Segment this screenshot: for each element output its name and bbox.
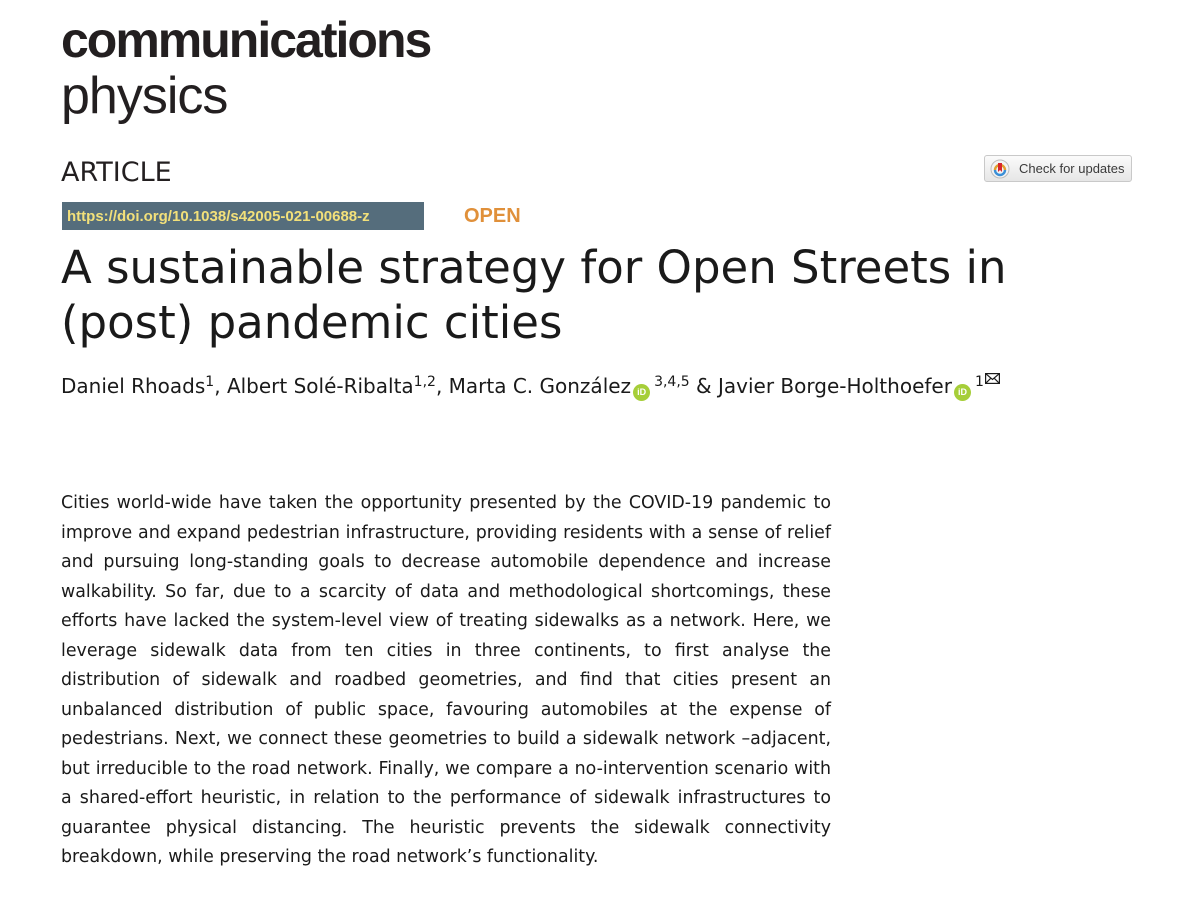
author-list xyxy=(61,373,1000,401)
article-title: A sustainable strategy for Open Streets in (post) pandemic cities xyxy=(61,241,1007,349)
author-separator: & xyxy=(689,374,718,398)
article-type-label: ARTICLE xyxy=(61,157,172,188)
orcid-icon[interactable]: iD xyxy=(633,384,650,401)
author-separator: , xyxy=(214,374,227,398)
abstract-text: Cities world-wide have taken the opportunity presented by the COVID-19 pandemic to improve and expand pedestrian infrastructure, providing residents with a sense of relief and pursuing long-standing goals to decrease automobile dependence and increase walkability. So far, due to a scarcity of data and methodological shortcomings, these efforts have lacked the system-level view of treating sidewalks as a network. Here, we leverage sidewalk data from ten cities in three continents, to first analyse the distribution of sidewalk and roadbed geometries, and find that cities present an unbalanced distribution of public space, favouring automobiles at the expense of pedestrians. Next, we connect these geometries to build a sidewalk network –adjacent, but irreducible to the road network. Finally, we compare a no-intervention scenario with a shared-effort heuristic, in relation to the performance of sidewalk infrastructures to guarantee physical distancing. The heuristic prevents the sidewalk connectivity breakdown, while preserving the road network’s functionality. xyxy=(61,493,831,867)
author-separator: , xyxy=(435,374,449,398)
doi-link[interactable]: https://doi.org/10.1038/s42005-021-00688-z xyxy=(62,202,424,230)
envelope-icon[interactable] xyxy=(985,373,1000,384)
author-name[interactable]: Javier Borge-Holthoefer xyxy=(718,374,952,398)
check-for-updates-label: Check for updates xyxy=(1019,161,1125,176)
check-for-updates-button[interactable] xyxy=(984,155,1132,182)
author-affiliation: 3,4,5 xyxy=(654,374,690,390)
open-access-label: OPEN xyxy=(464,205,521,227)
journal-logo xyxy=(61,12,430,124)
check-for-updates-icon xyxy=(990,159,1010,179)
author-affiliation: 1,2 xyxy=(413,374,436,390)
journal-name-line2: physics xyxy=(61,67,228,125)
author-affiliation: 1 xyxy=(205,374,215,390)
orcid-icon[interactable]: iD xyxy=(954,384,971,401)
author-affiliation: 1 xyxy=(974,374,984,390)
author-name[interactable]: Albert Solé-Ribalta xyxy=(226,374,414,398)
journal-name-line1: communications xyxy=(61,12,431,68)
author-name[interactable]: Daniel Rhoads xyxy=(61,374,206,398)
author-name[interactable]: Marta C. González xyxy=(448,374,632,398)
